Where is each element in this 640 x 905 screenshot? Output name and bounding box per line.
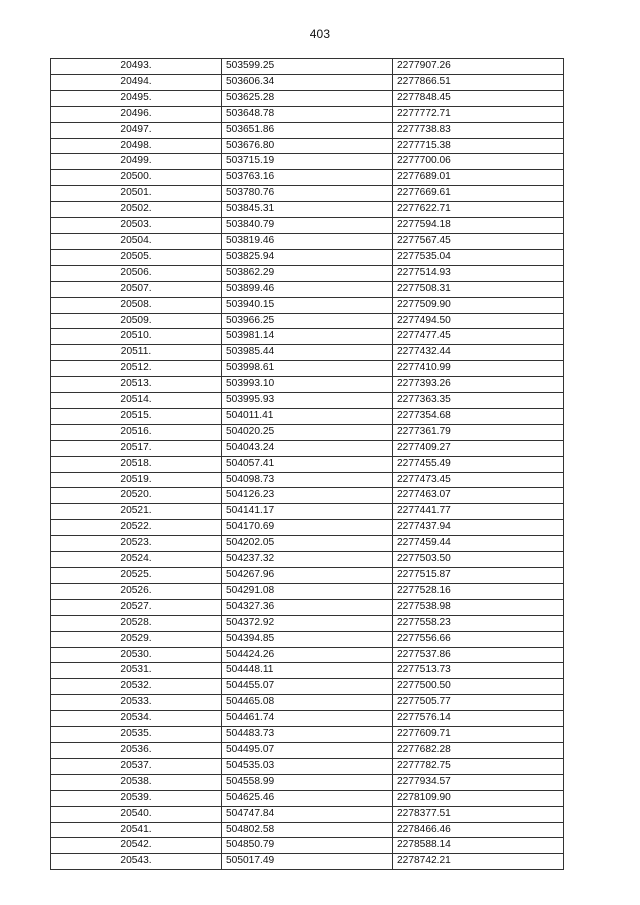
table-row (51, 329, 564, 345)
x-coordinate-cell: 504483.73 (222, 727, 393, 743)
point-number-cell: 20532. (51, 679, 222, 695)
point-number-cell: 20527. (51, 599, 222, 615)
x-coordinate-cell: 504625.46 (222, 790, 393, 806)
x-coordinate-cell: 503845.31 (222, 202, 393, 218)
point-number-cell: 20514. (51, 393, 222, 409)
y-coordinate-cell: 2277594.18 (393, 218, 564, 234)
table-row (51, 568, 564, 584)
table-row (51, 74, 564, 90)
point-number-cell: 20542. (51, 838, 222, 854)
table-row (51, 122, 564, 138)
x-coordinate-cell: 504170.69 (222, 520, 393, 536)
y-coordinate-cell: 2277473.45 (393, 472, 564, 488)
x-coordinate-cell: 504461.74 (222, 711, 393, 727)
point-number-cell: 20538. (51, 774, 222, 790)
x-coordinate-cell: 504850.79 (222, 838, 393, 854)
y-coordinate-cell: 2277907.26 (393, 59, 564, 75)
table-row (51, 520, 564, 536)
point-number-cell: 20534. (51, 711, 222, 727)
x-coordinate-cell: 503998.61 (222, 361, 393, 377)
table-row (51, 377, 564, 393)
point-number-cell: 20540. (51, 806, 222, 822)
x-coordinate-cell: 504011.41 (222, 408, 393, 424)
point-number-cell: 20524. (51, 552, 222, 568)
x-coordinate-cell: 504202.05 (222, 536, 393, 552)
table-row (51, 631, 564, 647)
point-number-cell: 20497. (51, 122, 222, 138)
table-row (51, 583, 564, 599)
table-row (51, 822, 564, 838)
y-coordinate-cell: 2277556.66 (393, 631, 564, 647)
y-coordinate-cell: 2277558.23 (393, 615, 564, 631)
y-coordinate-cell: 2277410.99 (393, 361, 564, 377)
y-coordinate-cell: 2277503.50 (393, 552, 564, 568)
table-row (51, 790, 564, 806)
point-number-cell: 20512. (51, 361, 222, 377)
table-row (51, 106, 564, 122)
y-coordinate-cell: 2277459.44 (393, 536, 564, 552)
point-number-cell: 20500. (51, 170, 222, 186)
table-row (51, 345, 564, 361)
y-coordinate-cell: 2277361.79 (393, 424, 564, 440)
point-number-cell: 20515. (51, 408, 222, 424)
x-coordinate-cell: 503676.80 (222, 138, 393, 154)
x-coordinate-cell: 504455.07 (222, 679, 393, 695)
table-row (51, 138, 564, 154)
y-coordinate-cell: 2277432.44 (393, 345, 564, 361)
point-number-cell: 20525. (51, 568, 222, 584)
x-coordinate-cell: 503840.79 (222, 218, 393, 234)
point-number-cell: 20521. (51, 504, 222, 520)
y-coordinate-cell: 2278742.21 (393, 854, 564, 870)
table-row (51, 456, 564, 472)
y-coordinate-cell: 2277700.06 (393, 154, 564, 170)
x-coordinate-cell: 503648.78 (222, 106, 393, 122)
y-coordinate-cell: 2277537.86 (393, 647, 564, 663)
coordinates-table-body (51, 59, 564, 870)
point-number-cell: 20519. (51, 472, 222, 488)
y-coordinate-cell: 2277567.45 (393, 233, 564, 249)
y-coordinate-cell: 2277715.38 (393, 138, 564, 154)
table-row (51, 393, 564, 409)
x-coordinate-cell: 504558.99 (222, 774, 393, 790)
y-coordinate-cell: 2277622.71 (393, 202, 564, 218)
table-row (51, 711, 564, 727)
point-number-cell: 20517. (51, 440, 222, 456)
y-coordinate-cell: 2277669.61 (393, 186, 564, 202)
x-coordinate-cell: 504747.84 (222, 806, 393, 822)
table-row (51, 59, 564, 75)
x-coordinate-cell: 504098.73 (222, 472, 393, 488)
x-coordinate-cell: 503995.93 (222, 393, 393, 409)
table-row (51, 679, 564, 695)
y-coordinate-cell: 2277782.75 (393, 758, 564, 774)
point-number-cell: 20498. (51, 138, 222, 154)
point-number-cell: 20537. (51, 758, 222, 774)
point-number-cell: 20499. (51, 154, 222, 170)
x-coordinate-cell: 504237.32 (222, 552, 393, 568)
y-coordinate-cell: 2277494.50 (393, 313, 564, 329)
x-coordinate-cell: 503940.15 (222, 297, 393, 313)
table-row (51, 424, 564, 440)
y-coordinate-cell: 2277441.77 (393, 504, 564, 520)
x-coordinate-cell: 504448.11 (222, 663, 393, 679)
x-coordinate-cell: 503825.94 (222, 249, 393, 265)
x-coordinate-cell: 503651.86 (222, 122, 393, 138)
x-coordinate-cell: 503715.19 (222, 154, 393, 170)
x-coordinate-cell: 504020.25 (222, 424, 393, 440)
point-number-cell: 20505. (51, 249, 222, 265)
x-coordinate-cell: 504372.92 (222, 615, 393, 631)
table-row (51, 599, 564, 615)
y-coordinate-cell: 2277463.07 (393, 488, 564, 504)
table-row (51, 313, 564, 329)
x-coordinate-cell: 503606.34 (222, 74, 393, 90)
y-coordinate-cell: 2277393.26 (393, 377, 564, 393)
x-coordinate-cell: 504291.08 (222, 583, 393, 599)
table-row (51, 218, 564, 234)
table-row (51, 202, 564, 218)
y-coordinate-cell: 2277513.73 (393, 663, 564, 679)
y-coordinate-cell: 2277689.01 (393, 170, 564, 186)
table-row (51, 186, 564, 202)
table-row (51, 281, 564, 297)
point-number-cell: 20520. (51, 488, 222, 504)
table-row (51, 663, 564, 679)
x-coordinate-cell: 504141.17 (222, 504, 393, 520)
table-row (51, 552, 564, 568)
x-coordinate-cell: 504802.58 (222, 822, 393, 838)
table-row (51, 90, 564, 106)
y-coordinate-cell: 2277500.50 (393, 679, 564, 695)
y-coordinate-cell: 2277508.31 (393, 281, 564, 297)
x-coordinate-cell: 505017.49 (222, 854, 393, 870)
table-row (51, 361, 564, 377)
y-coordinate-cell: 2278588.14 (393, 838, 564, 854)
y-coordinate-cell: 2277848.45 (393, 90, 564, 106)
table-row (51, 695, 564, 711)
table-row (51, 647, 564, 663)
y-coordinate-cell: 2277528.16 (393, 583, 564, 599)
y-coordinate-cell: 2277455.49 (393, 456, 564, 472)
point-number-cell: 20502. (51, 202, 222, 218)
x-coordinate-cell: 504327.36 (222, 599, 393, 615)
point-number-cell: 20543. (51, 854, 222, 870)
table-row (51, 472, 564, 488)
point-number-cell: 20509. (51, 313, 222, 329)
y-coordinate-cell: 2277866.51 (393, 74, 564, 90)
table-row (51, 806, 564, 822)
y-coordinate-cell: 2277576.14 (393, 711, 564, 727)
y-coordinate-cell: 2278466.46 (393, 822, 564, 838)
point-number-cell: 20511. (51, 345, 222, 361)
table-row (51, 233, 564, 249)
y-coordinate-cell: 2277437.94 (393, 520, 564, 536)
table-row (51, 504, 564, 520)
page-number: 403 (309, 27, 331, 41)
y-coordinate-cell: 2277934.57 (393, 774, 564, 790)
table-row (51, 742, 564, 758)
point-number-cell: 20530. (51, 647, 222, 663)
x-coordinate-cell: 504126.23 (222, 488, 393, 504)
point-number-cell: 20523. (51, 536, 222, 552)
x-coordinate-cell: 503599.25 (222, 59, 393, 75)
y-coordinate-cell: 2277514.93 (393, 265, 564, 281)
point-number-cell: 20536. (51, 742, 222, 758)
point-number-cell: 20533. (51, 695, 222, 711)
x-coordinate-cell: 504535.03 (222, 758, 393, 774)
point-number-cell: 20496. (51, 106, 222, 122)
point-number-cell: 20539. (51, 790, 222, 806)
point-number-cell: 20513. (51, 377, 222, 393)
point-number-cell: 20503. (51, 218, 222, 234)
x-coordinate-cell: 503862.29 (222, 265, 393, 281)
table-row (51, 488, 564, 504)
y-coordinate-cell: 2278109.90 (393, 790, 564, 806)
y-coordinate-cell: 2277409.27 (393, 440, 564, 456)
x-coordinate-cell: 504465.08 (222, 695, 393, 711)
point-number-cell: 20518. (51, 456, 222, 472)
x-coordinate-cell: 504424.26 (222, 647, 393, 663)
x-coordinate-cell: 504394.85 (222, 631, 393, 647)
table-row (51, 170, 564, 186)
x-coordinate-cell: 503985.44 (222, 345, 393, 361)
table-row (51, 440, 564, 456)
y-coordinate-cell: 2277738.83 (393, 122, 564, 138)
x-coordinate-cell: 504043.24 (222, 440, 393, 456)
y-coordinate-cell: 2277682.28 (393, 742, 564, 758)
table-row (51, 774, 564, 790)
table-row (51, 727, 564, 743)
point-number-cell: 20506. (51, 265, 222, 281)
y-coordinate-cell: 2277772.71 (393, 106, 564, 122)
table-row (51, 536, 564, 552)
table-row (51, 854, 564, 870)
x-coordinate-cell: 503625.28 (222, 90, 393, 106)
point-number-cell: 20529. (51, 631, 222, 647)
point-number-cell: 20516. (51, 424, 222, 440)
table-row (51, 408, 564, 424)
point-number-cell: 20504. (51, 233, 222, 249)
point-number-cell: 20526. (51, 583, 222, 599)
point-number-cell: 20507. (51, 281, 222, 297)
y-coordinate-cell: 2277609.71 (393, 727, 564, 743)
x-coordinate-cell: 503966.25 (222, 313, 393, 329)
y-coordinate-cell: 2277515.87 (393, 568, 564, 584)
point-number-cell: 20531. (51, 663, 222, 679)
x-coordinate-cell: 503899.46 (222, 281, 393, 297)
x-coordinate-cell: 503780.76 (222, 186, 393, 202)
x-coordinate-cell: 503981.14 (222, 329, 393, 345)
y-coordinate-cell: 2277509.90 (393, 297, 564, 313)
y-coordinate-cell: 2277535.04 (393, 249, 564, 265)
x-coordinate-cell: 504495.07 (222, 742, 393, 758)
y-coordinate-cell: 2277477.45 (393, 329, 564, 345)
point-number-cell: 20494. (51, 74, 222, 90)
point-number-cell: 20508. (51, 297, 222, 313)
point-number-cell: 20522. (51, 520, 222, 536)
y-coordinate-cell: 2278377.51 (393, 806, 564, 822)
table-row (51, 615, 564, 631)
x-coordinate-cell: 503993.10 (222, 377, 393, 393)
y-coordinate-cell: 2277354.68 (393, 408, 564, 424)
point-number-cell: 20493. (51, 59, 222, 75)
x-coordinate-cell: 504267.96 (222, 568, 393, 584)
point-number-cell: 20501. (51, 186, 222, 202)
table-row (51, 838, 564, 854)
x-coordinate-cell: 504057.41 (222, 456, 393, 472)
x-coordinate-cell: 503819.46 (222, 233, 393, 249)
point-number-cell: 20495. (51, 90, 222, 106)
coordinates-table (50, 58, 564, 870)
table-row (51, 297, 564, 313)
table-row (51, 154, 564, 170)
table-row (51, 249, 564, 265)
y-coordinate-cell: 2277363.35 (393, 393, 564, 409)
y-coordinate-cell: 2277538.98 (393, 599, 564, 615)
point-number-cell: 20510. (51, 329, 222, 345)
x-coordinate-cell: 503763.16 (222, 170, 393, 186)
y-coordinate-cell: 2277505.77 (393, 695, 564, 711)
table-row (51, 758, 564, 774)
point-number-cell: 20528. (51, 615, 222, 631)
point-number-cell: 20535. (51, 727, 222, 743)
point-number-cell: 20541. (51, 822, 222, 838)
table-row (51, 265, 564, 281)
